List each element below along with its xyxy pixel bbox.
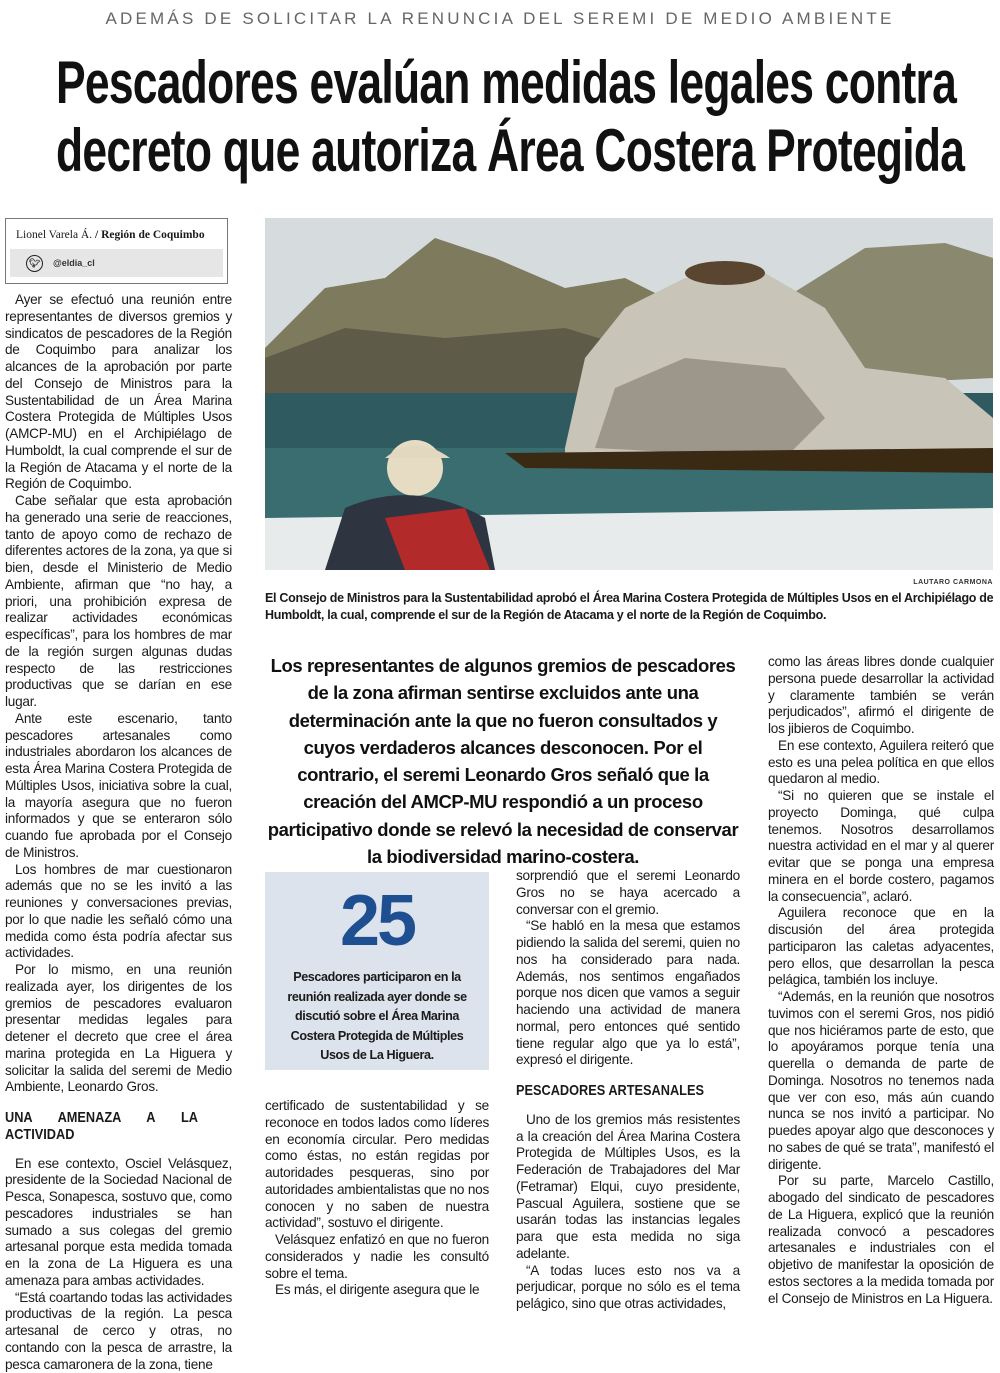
article-photo — [265, 218, 993, 570]
paragraph: como las áreas libres donde cualquier persona puede desarrollar la actividad y claramente también se verán perjudicados”, afirmó el dirigente de los jibieros de Coquimbo. — [768, 654, 994, 738]
column-2 — [265, 1098, 489, 1314]
paragraph: Por su parte, Marcelo Castillo, abogado del sindicato de pescadores de La Higuera, explicó que la reunión realizada convocó a pescadores artesanales e industriales con el objetivo de manifestar la oposición de estos sectores a la medida tomada por el Consejo de Ministros en La Higuera. — [768, 1173, 994, 1307]
paragraph: Por lo mismo, en una reunión realizada ayer, los dirigentes de los gremios de pescadores evaluaron presentar medidas legales para detener el decreto que cree el área marina protegida en La Higuera y solicitar la salida del seremi de Medio Ambiente, Leonardo Gros. — [5, 962, 232, 1096]
paragraph: Los hombres de mar cuestionaron además que no se les invitó a las reuniones y conversaciones previas, por lo que nadie les señaló cómo una medida como ésta podría afectar sus actividades. — [5, 862, 232, 963]
paragraph: “A todas luces esto nos va a perjudicar, porque no sólo es el tema pelágico, sino que otras actividades, — [516, 1263, 740, 1313]
byline-box — [5, 218, 228, 284]
paragraph: Es más, el dirigente asegura que le — [265, 1282, 489, 1299]
paragraph: Ante este escenario, tanto pescadores artesanales como industriales abordaron los alcances de esta Área Marina Costera Protegida de Múltiples Usos, iniciativa sobre la cual, la mayoría asegura que no fueron informados y que se enteraron sólo cuando fue aprobada por el Consejo de Ministros. — [5, 711, 232, 862]
stat-box — [265, 872, 489, 1070]
paragraph: Uno de los gremios más resistentes a la creación del Área Marina Costera Protegida de Múltiples Usos, es la Federación de Trabajadores del Mar (Fetramar) Elqui, cuyo presidente, Pascual Aguilera, sostiene que se usarán todas las instancias legales para que esta medida no siga adelante. — [516, 1112, 740, 1263]
paragraph: “Está coartando todas las actividades productivas de la región. La pesca artesanal de cerco y otras, no contando con la pesca de arrastre, la pesca camaronera de la zona, tiene — [5, 1290, 232, 1373]
paragraph: En ese contexto, Aguilera reiteró que esto es una pelea política en que ellos quedaron al medio. — [768, 738, 994, 788]
stat-text: Pescadores participaron en la reunión realizada ayer donde se discutió sobre el Área Marina Costera Protegida de Múltiples Usos de La Higuera. — [265, 960, 489, 1066]
headline-line-1: Pescadores evalúan medidas legales contra — [56, 48, 944, 117]
headline-line-2: decreto que autoriza Área Costera Protegida — [56, 116, 944, 185]
paragraph: “Si no quieren que se instale el proyecto Dominga, qué culpa tenemos. Nosotros desarrollamos nuestra actividad en el mar y al querer evitar que se ponga una empresa minera en el borde costero, pagamos la consecuencia”, aclaró. — [768, 788, 994, 905]
stat-number: 25 — [265, 882, 489, 960]
paragraph: Ayer se efectuó una reunión entre representantes de diversos gremios y sindicatos de pescadores de la Región de Coquimbo para analizar los alcances de la aprobación por parte del Consejo de Ministros para la Sustentabilidad de un Área Marina Costera Protegida de Múltiples Usos (AMCP-MU) en el Archipiélago de Humboldt, la cual comprende el sur de la Región de Atacama y el norte de la Región de Coquimbo. — [5, 292, 232, 493]
kicker: ADEMÁS DE SOLICITAR LA RENUNCIA DEL SEREMI DE MEDIO AMBIENTE — [0, 9, 1000, 29]
pull-quote: Los representantes de algunos gremios de pescadores de la zona afirman sentirse excluidos ante una determinación ante la que no fueron consultados y cuyos verdaderos alcances desconocen. Por el contrario, el seremi Leonardo Gros señaló que la creación del AMCP-MU respondió a un proceso participativo donde se relevó la necesidad de conservar la biodiversidad marino-costera. — [262, 652, 744, 870]
byline-author — [10, 223, 223, 249]
byline-separator: / — [92, 229, 101, 241]
twitter-icon: 🐦︎ — [26, 255, 43, 272]
photo-caption: El Consejo de Ministros para la Sustentabilidad aprobó el Área Marina Costera Protegida de Múltiples Usos en el Archipiélago de Humboldt, la cual, comprende el sur de la Región de Atacama y el norte de la Región de Coquimbo. — [265, 590, 1000, 624]
twitter-row[interactable] — [10, 249, 223, 277]
column-1 — [5, 292, 232, 1314]
photo-credit: LAUTARO CARMONA — [913, 579, 993, 586]
column-4 — [768, 654, 994, 1314]
paragraph: Cabe señalar que esta aprobación ha generado una serie de reacciones, tanto de apoyo como de rechazo de diferentes actores de la zona, ya que si bien, desde el Ministerio de Medio Ambiente, afirman que “no hay, a priori, una prohibición expresa de realizar actividades económicas específicas”, para los hombres de mar de la región surgen algunas dudas respecto de las restricciones productivas que se darían en ese lugar. — [5, 493, 232, 711]
paragraph: certificado de sustentabilidad y se reconoce en todos lados como líderes en economía circular. Pero medidas como éstas, no están regidas por autoridades pesqueras, sino por autoridades ambientalistas que no nos conocen y no saben de nuestra actividad”, sostuvo el dirigente. — [265, 1098, 489, 1232]
subheading: UNA AMENAZA A LA ACTIVIDAD — [5, 1110, 198, 1144]
paragraph: Aguilera reconoce que en la discusión del área protegida participaron las caletas adyacentes, pero ellos, que desarrollan la pesca pelágica, también los incluye. — [768, 905, 994, 989]
author-name: Lionel Varela Á. — [16, 229, 92, 241]
paragraph: “Además, en la reunión que nosotros tuvimos con el seremi Gros, nos pidió que nos hiciéramos parte de esto, que lo apoyáramos porque tenía una querella o demanda de parte de Dominga. Nosotros no tenemos nada que ver con eso, más aún cuando nunca se nos invitó a participar. No puedes apoyar algo que desconoces y no sabes de qué se trata”, manifestó el dirigente. — [768, 989, 994, 1173]
subheading: PESCADORES ARTESANALES — [516, 1083, 706, 1100]
photo-illustration — [265, 218, 993, 570]
paragraph: sorprendió que el seremi Leonardo Gros no se haya acercado a conversar con el gremio. — [516, 868, 740, 918]
column-3 — [516, 868, 740, 1314]
twitter-handle[interactable]: @eldia_cl — [53, 258, 95, 268]
paragraph: En ese contexto, Osciel Velásquez, presidente de la Sociedad Nacional de Pesca, Sonapesca, sostuvo que, como pescadores industriales se han sumado a sus colegas del gremio artesanal porque esta medida tomada en la zona de La Higuera es una amenaza para ambas actividades. — [5, 1156, 232, 1290]
byline-region: Región de Coquimbo — [101, 229, 205, 241]
paragraph: “Se habló en la mesa que estamos pidiendo la salida del seremi, quien no nos ha considerado para nada. Además, nos sentimos engañados porque nos dicen que vamos a seguir haciendo una actividad de manera normal, pero entonces qué sentido tiene regular algo que ya lo está”, expresó el dirigente. — [516, 918, 740, 1069]
paragraph: Velásquez enfatizó en que no fueron considerados y nadie les consultó sobre el tema. — [265, 1232, 489, 1282]
